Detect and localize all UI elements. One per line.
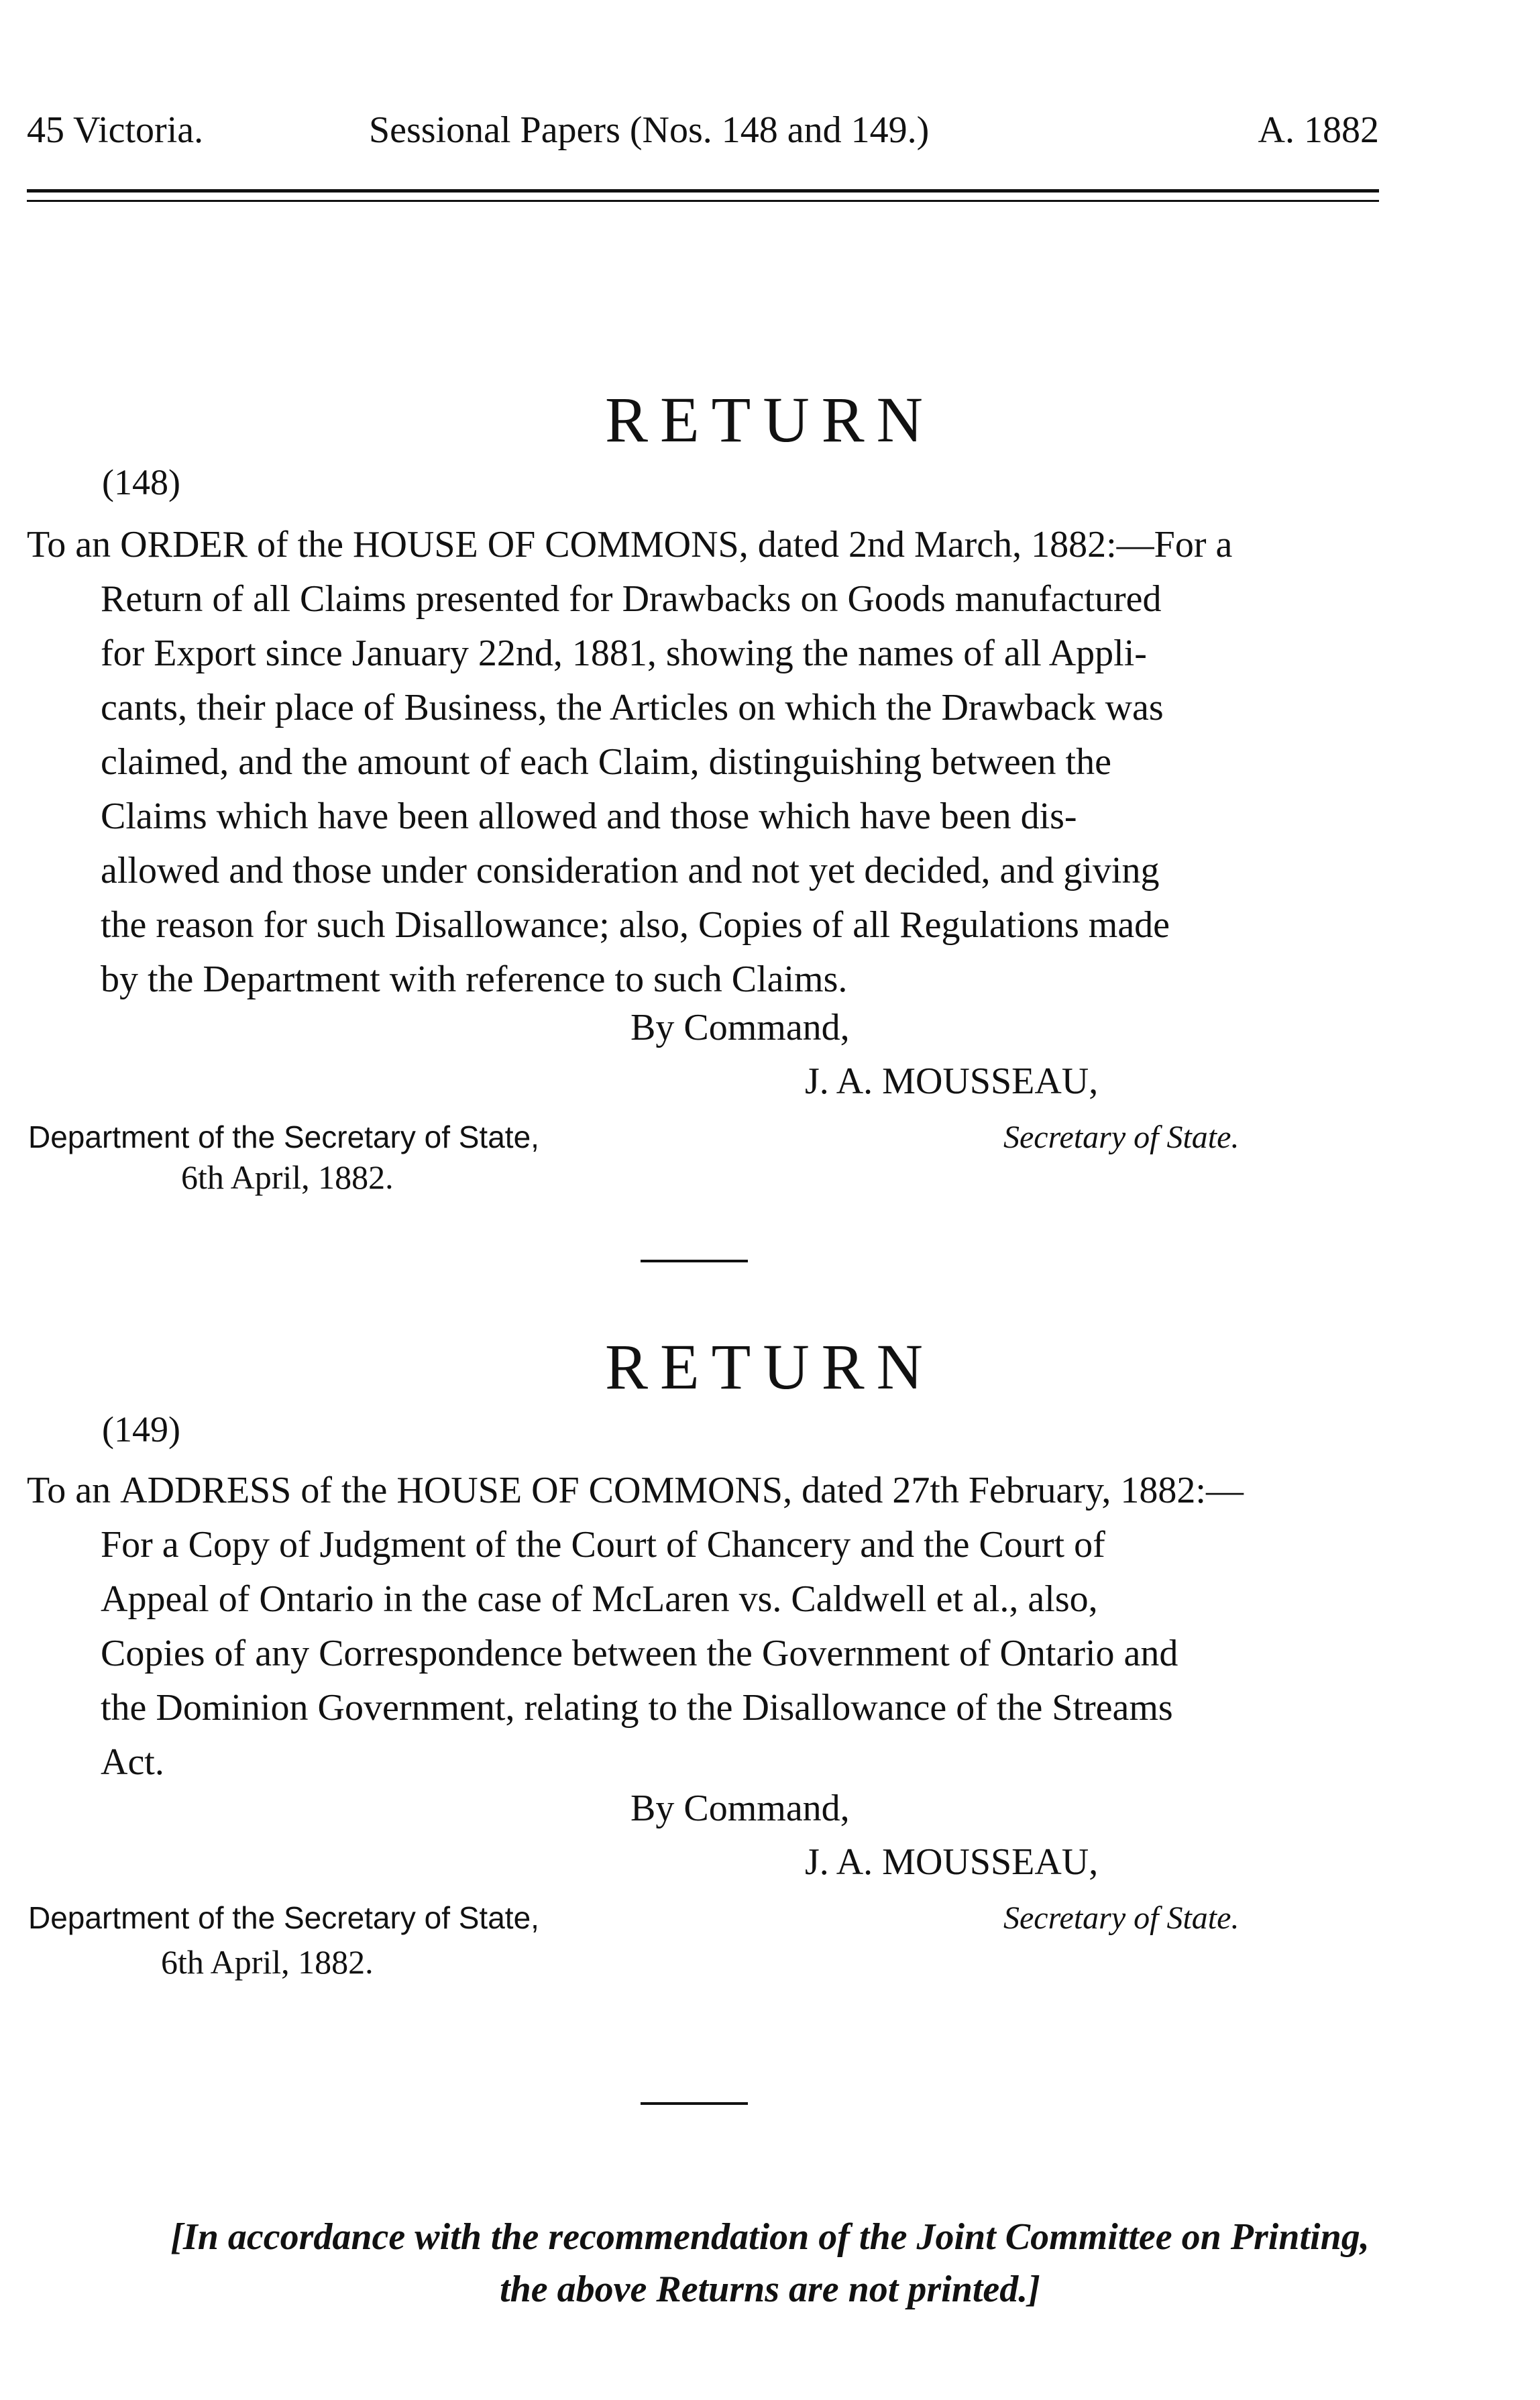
- header-rule-thin: [27, 200, 1379, 202]
- return-148-by-command: By Command,: [630, 1007, 850, 1048]
- return-148-number: (148): [102, 462, 180, 502]
- return-148-line-1: To an ORDER of the HOUSE OF COMMONS, dated 2nd March, 1882:—For a: [27, 524, 1233, 565]
- return-149-signatory: J. A. MOUSSEAU,: [805, 1841, 1099, 1883]
- header-volume: 45 Victoria.: [27, 109, 204, 151]
- header-title: Sessional Papers (Nos. 148 and 149.): [369, 109, 930, 151]
- return-148-line-6: Claims which have been allowed and those which have been dis-: [101, 796, 1077, 837]
- return-149-title: RETURN: [605, 1331, 935, 1403]
- return-148-line-9: by the Department with reference to such Claims.: [101, 959, 848, 1000]
- footnote-line-2: the above Returns are not printed.]: [500, 2269, 1040, 2310]
- running-header: [27, 109, 1379, 176]
- return-148-line-3: for Export since January 22nd, 1881, showing the names of all Appli-: [101, 633, 1147, 674]
- return-148-line-5: claimed, and the amount of each Claim, distinguishing between the: [101, 741, 1111, 783]
- return-149-number: (149): [102, 1409, 180, 1450]
- return-148-line-4: cants, their place of Business, the Articles on which the Drawback was: [101, 687, 1164, 728]
- return-149-line-5: the Dominion Government, relating to the Disallowance of the Streams: [101, 1687, 1173, 1729]
- return-149-line-1: To an ADDRESS of the HOUSE OF COMMONS, dated 27th February, 1882:—: [27, 1470, 1244, 1511]
- return-148-line-7: allowed and those under consideration and not yet decided, and giving: [101, 850, 1160, 891]
- return-149-line-2: For a Copy of Judgment of the Court of Chancery and the Court of: [101, 1524, 1105, 1566]
- footnote: [0, 2211, 1540, 2315]
- return-149-by-command: By Command,: [630, 1788, 850, 1829]
- return-148-signatory-title: Secretary of State.: [1003, 1120, 1240, 1155]
- return-148-department: Department of the Secretary of State,: [28, 1120, 539, 1154]
- return-148-line-8: the reason for such Disallowance; also, Copies of all Regulations made: [101, 904, 1170, 946]
- return-148-signatory: J. A. MOUSSEAU,: [805, 1060, 1099, 1102]
- return-149-body: [27, 1464, 1367, 1790]
- section-divider-2: [641, 2102, 748, 2105]
- return-149-line-3: Appeal of Ontario in the case of McLaren vs. Caldwell et al., also,: [101, 1578, 1098, 1620]
- footnote-line-1: [In accordance with the recommendation of the Joint Committee on Printing,: [170, 2216, 1370, 2258]
- return-148-title: RETURN: [605, 384, 935, 455]
- return-148-body: [27, 518, 1367, 1007]
- return-148-line-2: Return of all Claims presented for Drawbacks on Goods manufactured: [101, 578, 1162, 620]
- header-year: A. 1882: [1258, 109, 1379, 151]
- return-149-department: Department of the Secretary of State,: [28, 1900, 539, 1935]
- return-148-date: 6th April, 1882.: [181, 1158, 394, 1196]
- header-rule-thick: [27, 189, 1379, 193]
- return-149-signatory-title: Secretary of State.: [1003, 1900, 1240, 1936]
- return-149-line-6: Act.: [101, 1741, 164, 1783]
- section-divider: [641, 1260, 748, 1262]
- return-149-line-4: Copies of any Correspondence between the Government of Ontario and: [101, 1633, 1178, 1674]
- return-149-date: 6th April, 1882.: [161, 1943, 374, 1981]
